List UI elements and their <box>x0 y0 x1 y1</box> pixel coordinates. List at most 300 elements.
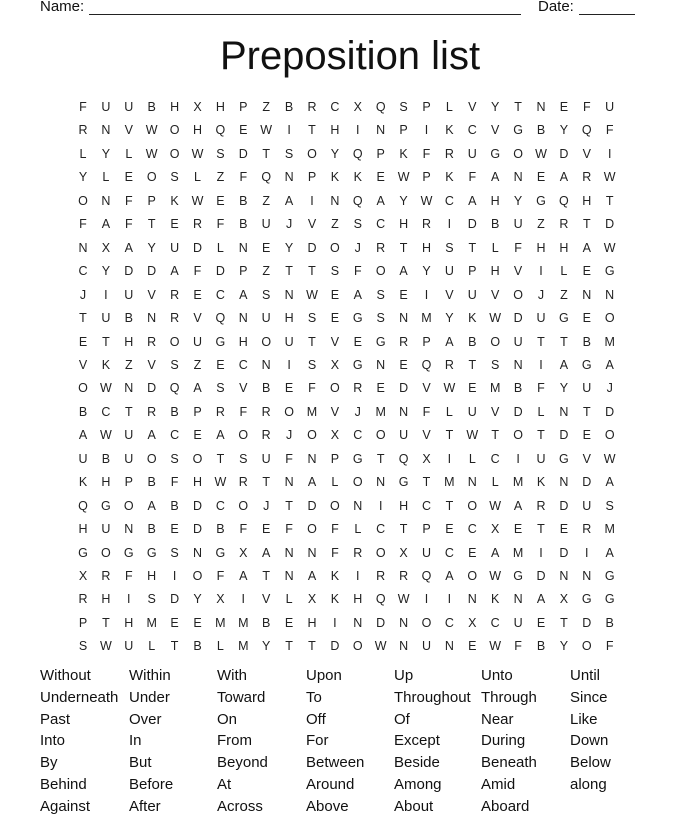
grid-letter[interactable]: W <box>420 193 433 208</box>
grid-letter[interactable]: K <box>330 569 340 583</box>
grid-letter[interactable]: G <box>215 545 226 560</box>
grid-letter[interactable]: E <box>513 522 523 537</box>
grid-letter[interactable]: O <box>192 569 203 583</box>
grid-letter[interactable]: Q <box>398 451 409 466</box>
grid-letter[interactable]: Z <box>262 100 270 114</box>
grid-letter[interactable]: G <box>78 545 88 560</box>
grid-letter[interactable]: W <box>99 639 112 654</box>
grid-letter[interactable]: H <box>101 592 111 607</box>
grid-letter[interactable]: T <box>399 522 408 537</box>
grid-letter[interactable]: F <box>422 146 431 161</box>
grid-letter[interactable]: E <box>399 357 408 372</box>
grid-letter[interactable]: V <box>491 287 500 302</box>
grid-letter[interactable]: W <box>397 170 410 185</box>
grid-letter[interactable]: C <box>467 123 477 138</box>
grid-letter[interactable]: H <box>215 100 225 114</box>
grid-letter[interactable]: I <box>310 193 314 208</box>
grid-letter[interactable]: G <box>604 264 615 279</box>
grid-letter[interactable]: T <box>308 264 316 279</box>
grid-letter[interactable]: F <box>239 170 248 185</box>
grid-letter[interactable]: L <box>537 404 545 419</box>
grid-letter[interactable]: X <box>193 100 202 114</box>
grid-letter[interactable]: J <box>79 287 87 302</box>
grid-letter[interactable]: G <box>536 193 546 208</box>
grid-letter[interactable]: U <box>261 311 271 326</box>
grid-letter[interactable]: N <box>284 569 294 583</box>
grid-letter[interactable]: D <box>192 522 203 537</box>
grid-letter[interactable]: B <box>170 404 179 419</box>
grid-letter[interactable]: V <box>262 592 271 607</box>
grid-letter[interactable]: R <box>353 381 363 396</box>
grid-letter[interactable]: E <box>353 334 362 349</box>
grid-letter[interactable]: K <box>330 170 340 185</box>
grid-letter[interactable]: T <box>537 334 545 349</box>
grid-letter[interactable]: B <box>468 334 477 349</box>
grid-letter[interactable]: F <box>331 522 339 537</box>
grid-letter[interactable]: Y <box>559 123 569 138</box>
grid-letter[interactable]: N <box>353 615 363 630</box>
grid-letter[interactable]: W <box>489 498 502 513</box>
grid-letter[interactable]: H <box>101 475 111 490</box>
grid-letter[interactable]: U <box>261 451 271 466</box>
grid-letter[interactable]: W <box>603 170 616 185</box>
grid-letter[interactable]: L <box>560 264 568 279</box>
grid-letter[interactable]: U <box>101 311 111 326</box>
grid-letter[interactable]: M <box>421 311 432 326</box>
grid-letter[interactable]: U <box>124 100 134 114</box>
grid-letter[interactable]: G <box>559 311 569 326</box>
grid-letter[interactable]: K <box>78 475 88 490</box>
grid-letter[interactable]: T <box>102 615 110 630</box>
grid-letter[interactable]: T <box>376 451 385 466</box>
grid-letter[interactable]: E <box>536 170 546 185</box>
grid-letter[interactable]: C <box>353 428 363 443</box>
grid-letter[interactable]: P <box>124 475 133 490</box>
grid-letter[interactable]: D <box>307 498 317 513</box>
grid-letter[interactable]: E <box>193 428 202 443</box>
grid-letter[interactable]: A <box>605 545 614 560</box>
grid-letter[interactable]: T <box>147 217 156 232</box>
grid-letter[interactable]: S <box>262 287 271 302</box>
grid-letter[interactable]: L <box>79 146 87 161</box>
grid-letter[interactable]: A <box>78 428 88 443</box>
grid-letter[interactable]: N <box>101 193 111 208</box>
grid-letter[interactable]: C <box>490 451 500 466</box>
grid-letter[interactable]: W <box>466 428 479 443</box>
grid-letter[interactable]: Z <box>262 264 270 279</box>
grid-letter[interactable]: B <box>124 311 133 326</box>
grid-letter[interactable]: I <box>447 217 452 232</box>
grid-letter[interactable]: E <box>468 381 477 396</box>
grid-letter[interactable]: O <box>375 428 386 443</box>
grid-letter[interactable]: N <box>399 404 409 419</box>
grid-letter[interactable]: A <box>536 592 546 607</box>
grid-letter[interactable]: L <box>445 100 453 114</box>
grid-letter[interactable]: L <box>285 592 293 607</box>
grid-letter[interactable]: V <box>330 404 340 419</box>
grid-letter[interactable]: W <box>145 146 158 161</box>
grid-letter[interactable]: C <box>444 193 454 208</box>
grid-letter[interactable]: G <box>101 498 111 513</box>
grid-letter[interactable]: I <box>585 545 589 560</box>
grid-letter[interactable]: O <box>78 381 88 396</box>
grid-letter[interactable]: G <box>352 451 363 466</box>
grid-letter[interactable]: C <box>490 615 500 630</box>
grid-letter[interactable]: B <box>193 639 202 654</box>
grid-letter[interactable]: A <box>513 498 523 513</box>
grid-letter[interactable]: S <box>307 357 317 372</box>
grid-letter[interactable]: O <box>146 170 157 185</box>
grid-letter[interactable]: V <box>147 357 156 372</box>
grid-letter[interactable]: N <box>559 569 569 583</box>
grid-letter[interactable]: B <box>513 381 523 396</box>
grid-letter[interactable]: W <box>260 123 273 138</box>
grid-letter[interactable]: H <box>559 240 569 255</box>
grid-letter[interactable]: R <box>78 592 88 607</box>
grid-letter[interactable]: T <box>605 193 614 208</box>
grid-letter[interactable]: U <box>124 639 134 654</box>
grid-letter[interactable]: G <box>604 569 615 583</box>
grid-letter[interactable]: E <box>124 170 133 185</box>
grid-letter[interactable]: O <box>307 146 317 161</box>
grid-letter[interactable]: S <box>376 311 385 326</box>
grid-letter[interactable]: H <box>147 569 157 583</box>
grid-letter[interactable]: N <box>467 592 477 607</box>
grid-letter[interactable]: H <box>353 592 363 607</box>
grid-letter[interactable]: O <box>261 334 272 349</box>
grid-letter[interactable]: G <box>513 569 523 583</box>
grid-letter[interactable]: H <box>399 217 409 232</box>
grid-letter[interactable]: P <box>330 451 340 466</box>
grid-letter[interactable]: M <box>512 545 524 560</box>
grid-letter[interactable]: F <box>124 193 133 208</box>
grid-letter[interactable]: A <box>559 170 569 185</box>
grid-letter[interactable]: Y <box>513 193 523 208</box>
grid-letter[interactable]: R <box>559 217 569 232</box>
grid-letter[interactable]: W <box>489 311 502 326</box>
grid-letter[interactable]: W <box>99 428 112 443</box>
grid-letter[interactable]: E <box>216 357 225 372</box>
grid-letter[interactable]: Q <box>421 569 432 583</box>
grid-letter[interactable]: S <box>445 240 454 255</box>
grid-letter[interactable]: W <box>603 240 616 255</box>
grid-letter[interactable]: S <box>353 217 362 232</box>
grid-letter[interactable]: R <box>192 217 203 232</box>
grid-letter[interactable]: C <box>444 545 454 560</box>
grid-letter[interactable]: A <box>216 428 225 443</box>
grid-letter[interactable]: F <box>422 404 431 419</box>
grid-letter[interactable]: C <box>238 357 248 372</box>
grid-letter[interactable]: P <box>239 100 248 114</box>
grid-letter[interactable]: H <box>307 615 317 630</box>
grid-letter[interactable]: X <box>491 522 500 537</box>
grid-letter[interactable]: M <box>604 334 615 349</box>
grid-letter[interactable]: I <box>356 569 360 583</box>
grid-letter[interactable]: Z <box>560 287 568 302</box>
grid-letter[interactable]: H <box>170 100 180 114</box>
grid-letter[interactable]: M <box>375 404 386 419</box>
grid-letter[interactable]: N <box>330 193 340 208</box>
grid-letter[interactable]: Y <box>445 311 454 326</box>
grid-letter[interactable]: R <box>78 123 88 138</box>
grid-letter[interactable]: H <box>490 193 500 208</box>
grid-letter[interactable]: C <box>376 217 386 232</box>
grid-letter[interactable]: E <box>193 287 202 302</box>
grid-letter[interactable]: D <box>147 381 157 396</box>
grid-letter[interactable]: Y <box>559 381 569 396</box>
grid-letter[interactable]: G <box>123 545 134 560</box>
grid-letter[interactable]: S <box>605 498 614 513</box>
grid-letter[interactable]: O <box>169 334 180 349</box>
grid-letter[interactable]: U <box>582 498 592 513</box>
grid-letter[interactable]: P <box>307 170 317 185</box>
grid-letter[interactable]: Z <box>216 170 225 185</box>
grid-letter[interactable]: R <box>399 334 409 349</box>
grid-letter[interactable]: S <box>170 451 179 466</box>
grid-letter[interactable]: O <box>375 545 386 560</box>
grid-letter[interactable]: V <box>445 287 454 302</box>
grid-letter[interactable]: E <box>239 123 248 138</box>
grid-letter[interactable]: E <box>170 615 179 630</box>
grid-letter[interactable]: C <box>376 522 386 537</box>
grid-letter[interactable]: W <box>603 451 616 466</box>
grid-letter[interactable]: U <box>536 451 546 466</box>
grid-letter[interactable]: J <box>285 428 293 443</box>
grid-letter[interactable]: X <box>239 545 248 560</box>
grid-letter[interactable]: I <box>333 615 337 630</box>
grid-letter[interactable]: V <box>239 381 248 396</box>
grid-letter[interactable]: B <box>239 193 248 208</box>
grid-letter[interactable]: O <box>238 498 249 513</box>
grid-letter[interactable]: I <box>287 123 291 138</box>
grid-letter[interactable]: N <box>124 381 134 396</box>
grid-letter[interactable]: Q <box>421 357 432 372</box>
grid-letter[interactable]: D <box>307 240 317 255</box>
grid-letter[interactable]: I <box>539 264 543 279</box>
grid-letter[interactable]: N <box>467 475 477 490</box>
grid-letter[interactable]: C <box>215 287 225 302</box>
grid-letter[interactable]: V <box>307 217 317 232</box>
grid-letter[interactable]: G <box>513 123 523 138</box>
grid-letter[interactable]: G <box>146 545 157 560</box>
grid-letter[interactable]: D <box>238 146 248 161</box>
grid-letter[interactable]: E <box>193 615 202 630</box>
grid-letter[interactable]: A <box>193 381 202 396</box>
grid-letter[interactable]: C <box>170 428 180 443</box>
grid-letter[interactable]: F <box>216 569 225 583</box>
grid-letter[interactable]: L <box>216 639 224 654</box>
grid-letter[interactable]: P <box>468 264 477 279</box>
grid-letter[interactable]: M <box>489 381 501 396</box>
grid-letter[interactable]: G <box>352 311 363 326</box>
grid-letter[interactable]: C <box>78 264 88 279</box>
grid-letter[interactable]: F <box>514 240 522 255</box>
grid-letter[interactable]: L <box>216 240 224 255</box>
grid-letter[interactable]: N <box>376 475 386 490</box>
grid-letter[interactable]: T <box>399 240 408 255</box>
grid-letter[interactable]: B <box>147 475 156 490</box>
grid-letter[interactable]: N <box>559 475 569 490</box>
grid-letter[interactable]: N <box>307 545 317 560</box>
grid-letter[interactable]: I <box>424 123 429 138</box>
grid-letter[interactable]: I <box>172 569 177 583</box>
grid-letter[interactable]: O <box>467 569 478 583</box>
grid-letter[interactable]: Q <box>261 170 272 185</box>
grid-letter[interactable]: S <box>376 287 385 302</box>
grid-letter[interactable]: F <box>582 100 591 114</box>
grid-letter[interactable]: T <box>537 428 545 443</box>
grid-letter[interactable]: F <box>605 123 614 138</box>
grid-letter[interactable]: D <box>124 264 134 279</box>
grid-letter[interactable]: A <box>307 569 317 583</box>
grid-letter[interactable]: I <box>607 146 612 161</box>
grid-letter[interactable]: P <box>239 264 248 279</box>
grid-letter[interactable]: G <box>604 592 615 607</box>
grid-letter[interactable]: F <box>537 381 545 396</box>
grid-letter[interactable]: N <box>536 100 546 114</box>
grid-letter[interactable]: T <box>537 522 545 537</box>
grid-letter[interactable]: B <box>262 381 271 396</box>
grid-letter[interactable]: R <box>376 240 386 255</box>
grid-letter[interactable]: D <box>605 404 615 419</box>
grid-letter[interactable]: W <box>397 592 410 607</box>
grid-letter[interactable]: N <box>238 311 248 326</box>
grid-letter[interactable]: C <box>101 404 111 419</box>
grid-letter[interactable]: E <box>468 639 477 654</box>
grid-letter[interactable]: B <box>239 217 248 232</box>
grid-letter[interactable]: F <box>170 475 179 490</box>
grid-letter[interactable]: D <box>215 264 225 279</box>
grid-letter[interactable]: E <box>559 100 569 114</box>
grid-letter[interactable]: L <box>125 146 133 161</box>
grid-letter[interactable]: Z <box>537 217 545 232</box>
grid-letter[interactable]: F <box>331 545 339 560</box>
grid-letter[interactable]: P <box>147 193 156 208</box>
grid-letter[interactable]: T <box>445 498 454 513</box>
grid-letter[interactable]: M <box>146 615 157 630</box>
grid-letter[interactable]: D <box>559 146 569 161</box>
grid-letter[interactable]: N <box>284 475 294 490</box>
grid-letter[interactable]: G <box>215 334 226 349</box>
grid-letter[interactable]: E <box>582 311 591 326</box>
grid-letter[interactable]: S <box>170 545 179 560</box>
grid-letter[interactable]: I <box>447 451 452 466</box>
grid-letter[interactable]: U <box>192 334 203 349</box>
grid-letter[interactable]: A <box>353 287 362 302</box>
grid-letter[interactable]: O <box>513 287 523 302</box>
grid-letter[interactable]: V <box>582 146 591 161</box>
grid-letter[interactable]: N <box>444 639 454 654</box>
grid-letter[interactable]: T <box>170 639 179 654</box>
grid-letter[interactable]: T <box>262 475 270 490</box>
grid-letter[interactable]: G <box>375 334 386 349</box>
grid-letter[interactable]: E <box>330 287 340 302</box>
grid-letter[interactable]: K <box>491 592 500 607</box>
grid-letter[interactable]: T <box>102 334 110 349</box>
grid-letter[interactable]: F <box>79 100 87 114</box>
grid-letter[interactable]: U <box>124 428 134 443</box>
grid-letter[interactable]: R <box>170 287 180 302</box>
grid-letter[interactable]: Q <box>375 592 386 607</box>
grid-letter[interactable]: Y <box>262 639 271 654</box>
grid-letter[interactable]: T <box>560 615 568 630</box>
grid-letter[interactable]: V <box>422 428 431 443</box>
grid-letter[interactable]: K <box>445 170 454 185</box>
grid-letter[interactable]: D <box>513 311 523 326</box>
grid-letter[interactable]: E <box>284 615 294 630</box>
grid-letter[interactable]: H <box>124 334 134 349</box>
grid-letter[interactable]: T <box>285 639 293 654</box>
grid-letter[interactable]: Y <box>559 639 569 654</box>
grid-letter[interactable]: K <box>353 170 362 185</box>
grid-letter[interactable]: N <box>261 357 271 372</box>
grid-letter[interactable]: E <box>170 217 179 232</box>
grid-letter[interactable]: O <box>421 615 432 630</box>
grid-letter[interactable]: Q <box>375 100 386 114</box>
grid-letter[interactable]: T <box>308 123 316 138</box>
grid-letter[interactable]: N <box>399 615 409 630</box>
grid-letter[interactable]: J <box>285 217 293 232</box>
grid-letter[interactable]: E <box>376 170 385 185</box>
grid-letter[interactable]: T <box>262 569 270 583</box>
grid-letter[interactable]: D <box>147 264 157 279</box>
grid-letter[interactable]: H <box>421 240 432 255</box>
grid-letter[interactable]: W <box>145 123 158 138</box>
grid-letter[interactable]: R <box>307 100 317 114</box>
grid-letter[interactable]: O <box>513 428 523 443</box>
grid-letter[interactable]: F <box>605 639 614 654</box>
grid-letter[interactable]: A <box>605 357 614 372</box>
grid-letter[interactable]: R <box>353 545 363 560</box>
grid-letter[interactable]: F <box>239 404 248 419</box>
grid-letter[interactable]: N <box>513 357 523 372</box>
grid-letter[interactable]: N <box>192 545 203 560</box>
grid-letter[interactable]: R <box>376 569 386 583</box>
grid-letter[interactable]: P <box>422 100 431 114</box>
grid-letter[interactable]: O <box>192 451 203 466</box>
grid-letter[interactable]: P <box>376 146 385 161</box>
grid-letter[interactable]: X <box>468 615 477 630</box>
grid-letter[interactable]: I <box>539 357 543 372</box>
grid-letter[interactable]: Y <box>399 193 408 208</box>
grid-letter[interactable]: E <box>216 193 225 208</box>
grid-letter[interactable]: E <box>559 522 569 537</box>
grid-letter[interactable]: C <box>215 498 225 513</box>
grid-letter[interactable]: N <box>147 311 157 326</box>
grid-letter[interactable]: T <box>216 451 225 466</box>
grid-letter[interactable]: C <box>467 522 477 537</box>
grid-letter[interactable]: F <box>216 217 225 232</box>
grid-letter[interactable]: Y <box>193 592 202 607</box>
grid-letter[interactable]: L <box>445 404 453 419</box>
grid-letter[interactable]: T <box>582 404 591 419</box>
grid-letter[interactable]: M <box>512 475 524 490</box>
grid-letter[interactable]: G <box>398 475 409 490</box>
grid-letter[interactable]: V <box>193 311 202 326</box>
grid-letter[interactable]: F <box>79 217 87 232</box>
grid-letter[interactable]: D <box>467 217 477 232</box>
grid-letter[interactable]: R <box>421 217 432 232</box>
grid-letter[interactable]: G <box>581 592 592 607</box>
grid-letter[interactable]: W <box>191 193 204 208</box>
grid-letter[interactable]: R <box>261 428 271 443</box>
grid-letter[interactable]: T <box>285 498 293 513</box>
grid-letter[interactable]: D <box>559 545 569 560</box>
grid-letter[interactable]: S <box>216 381 225 396</box>
grid-letter[interactable]: Z <box>331 217 339 232</box>
grid-letter[interactable]: P <box>422 334 431 349</box>
grid-letter[interactable]: X <box>422 451 431 466</box>
